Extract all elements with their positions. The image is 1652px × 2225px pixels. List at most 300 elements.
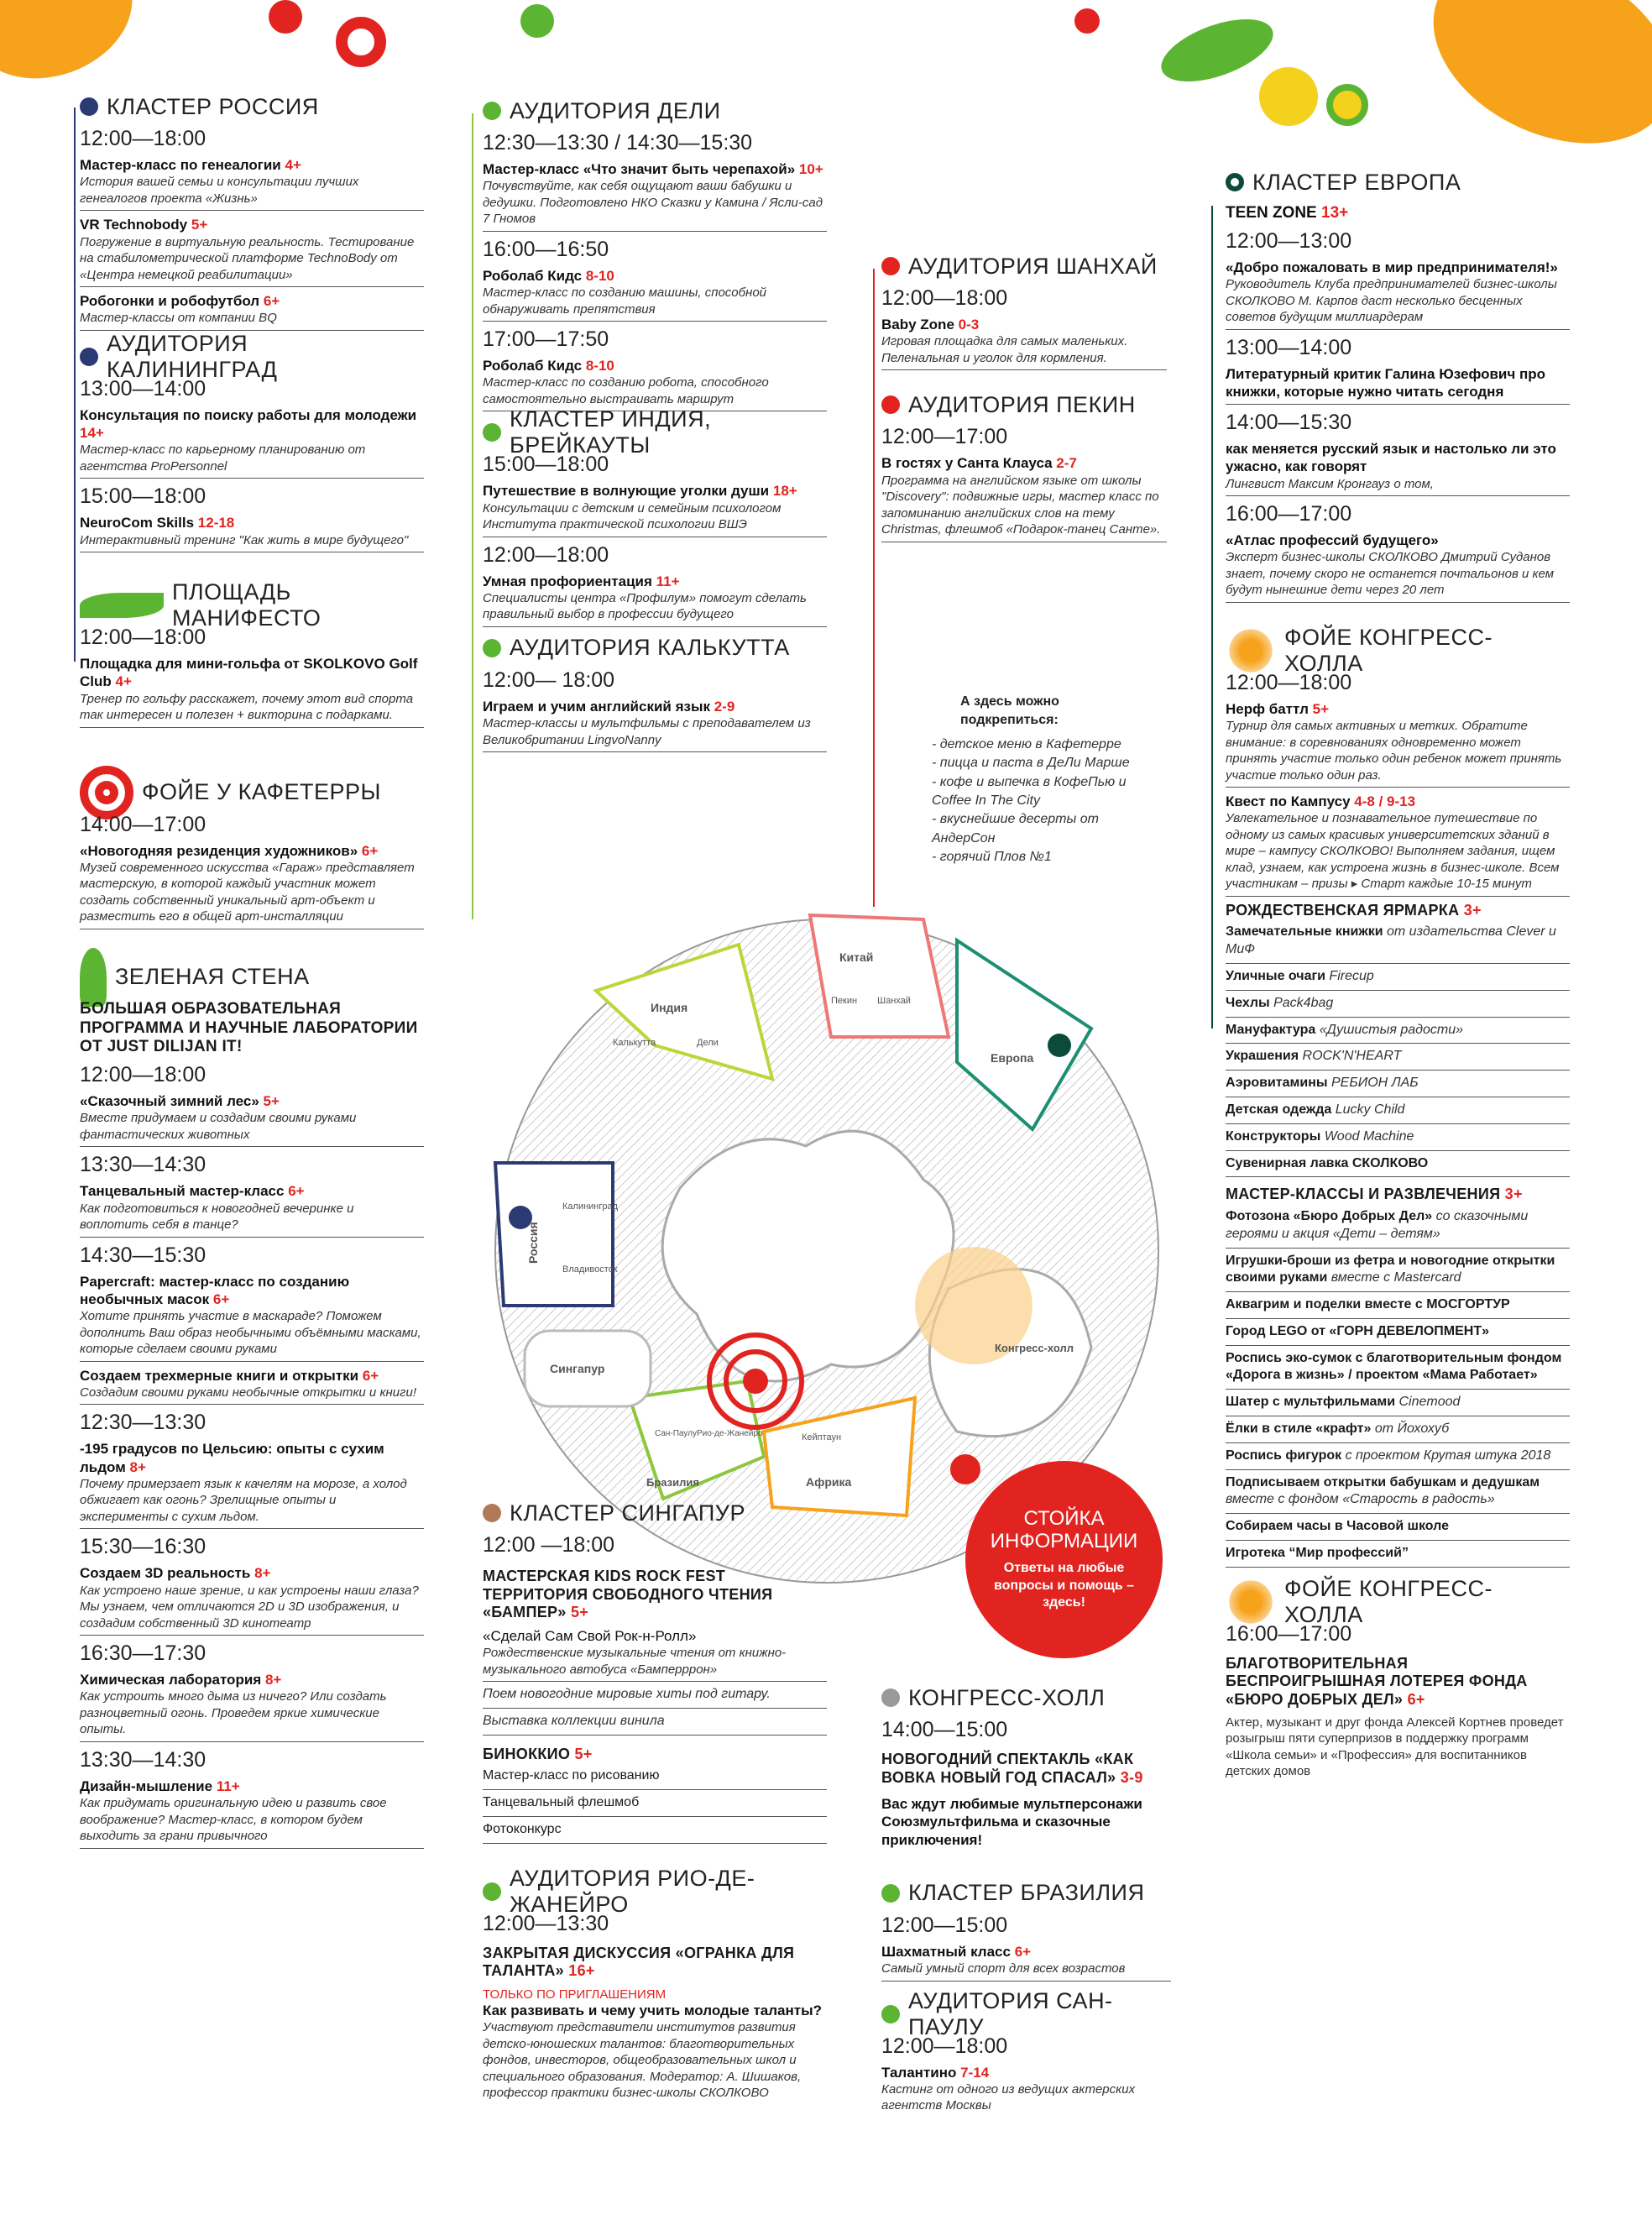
time-slot: 17:00—17:50 [483, 327, 609, 351]
section-title: ПЛОЩАДЬ МАНИФЕСТО [172, 579, 322, 631]
event-title: БЛАГОТВОРИТЕЛЬНАЯ БЕСПРОИГРЫШНАЯ ЛОТЕРЕЯ ФОНДА «БЮРО ДОБРЫХ ДЕЛ» [1226, 1654, 1528, 1709]
section-title: АУДИТОРИЯ ШАНХАЙ [908, 253, 1158, 279]
zone-china [810, 915, 949, 1037]
map-label-russia: Россия [526, 1222, 540, 1264]
sun-icon [881, 1884, 900, 1903]
map-label-singapore: Сингапур [550, 1362, 605, 1375]
age-badge: 3+ [1504, 1186, 1523, 1203]
event-desc: Как устроить много дыма из ничего? Или создать разноцветный огонь. Проведем яркие химические опыты. [80, 1689, 387, 1737]
target-icon [80, 766, 133, 819]
list-item [1226, 1151, 1570, 1178]
leaf-icon [80, 593, 164, 618]
list-item [1226, 919, 1570, 964]
age-badge: 6+ [361, 842, 379, 859]
event-desc: История вашей семьи и консультации лучших генеалогов проекта «Жизнь» [80, 175, 359, 206]
age-badge: 3+ [1463, 901, 1482, 919]
age-badge: 6+ [212, 1290, 230, 1307]
map-label-china: Китай [839, 950, 874, 964]
brazil-section [881, 1879, 1171, 1982]
item-desc: Wood Machine [1320, 1128, 1414, 1144]
event [80, 1559, 424, 1636]
section-title: АУДИТОРИЯ ПЕКИН [908, 391, 1136, 417]
event-desc: Самый умный спорт для всех возрастов [881, 1961, 1126, 1976]
list-item [1226, 1390, 1570, 1416]
event-title: Площадка для мини-гольфа от SKOLKOVO Golf Club [80, 656, 418, 690]
event-title: ЗАКРЫТАЯ ДИСКУССИЯ «ОГРАНКА ДЛЯ ТАЛАНТА» [483, 1944, 795, 1980]
list-item [1226, 1514, 1570, 1541]
age-badge: 14+ [80, 425, 104, 441]
event-block [80, 1362, 424, 1406]
food-item: - пицца и паста в ДеЛи Марше [932, 756, 1130, 771]
age-badge: 10+ [798, 161, 823, 177]
event-note: Поем новогодние мировые хиты под гитару. [483, 1682, 827, 1709]
event-block [483, 542, 827, 627]
age-badge: 6+ [1014, 1943, 1032, 1960]
event [80, 287, 424, 331]
deli-section [483, 97, 827, 411]
section-title: КЛАСТЕР ИНДИЯ, БРЕЙКАУТЫ [510, 406, 712, 458]
list-item [1226, 1249, 1570, 1293]
item-title: Аэровитамины [1226, 1076, 1328, 1091]
event-title: Консультация по поиску работы для молодежи [80, 406, 417, 423]
age-badge: 18+ [772, 483, 797, 500]
time-slot: 14:00—17:00 [80, 812, 206, 836]
section-title: КЛАСТЕР БРАЗИЛИЯ [908, 1880, 1145, 1906]
info-title: СТОЙКА ИНФОРМАЦИИ [990, 1506, 1138, 1553]
map-label-africa: Африка [806, 1475, 852, 1489]
ornament-dot [520, 4, 554, 38]
congress-foyer2-section [1226, 1575, 1570, 1780]
column-right [1226, 168, 1570, 1780]
list-item [1226, 964, 1570, 991]
event [483, 1622, 827, 1682]
event [80, 401, 424, 479]
connector-line [873, 269, 875, 907]
event-desc: Музей современного искусства «Гараж» представляет мастерскую, в которой каждый участник может создать собственный уникальный арт-объект и разместить его в общей арт-инсталляции [80, 860, 415, 924]
event [1226, 435, 1570, 496]
time-slot: 12:00—17:00 [881, 425, 1008, 449]
age-badge: 5+ [263, 1093, 280, 1110]
kolkata-section [483, 634, 827, 752]
event-desc: Мастер-класс по карьерному планированию от агентства ProPersonnel [80, 442, 366, 474]
time-slot: 12:00—18:00 [881, 2034, 1008, 2058]
event-title: Мастер-класс по генеалогии [80, 157, 281, 173]
event-title: VR Technobody [80, 217, 188, 233]
column-bottom-center-right [881, 1683, 1171, 2118]
event-title: Талантино [881, 2064, 957, 2081]
event-desc: Лингвист Максим Кронгауз о том, [1226, 476, 1434, 491]
item-desc: от издательства Clever и МиФ [1226, 924, 1556, 957]
age-badge: 13+ [1321, 204, 1349, 222]
event-desc: Вас ждут любимые мультперсонажи Союзмультфильма и сказочные приключения! [881, 1796, 1142, 1848]
age-badge: 6+ [263, 293, 280, 309]
ornament-leaf [0, 0, 151, 101]
event-title: Квест по Кампусу [1226, 793, 1351, 809]
age-badge: 12-18 [197, 515, 235, 531]
age-badge: 2-7 [1056, 455, 1077, 472]
event-desc: Участвуют представители институтов развития детско-юношеских талантов: благотворительных фондов, инвесторов, общеобразовательных школ и специального образования. Модератор: А. Шишаков, профессор практики бизнес-школы СКОЛКОВО [483, 2020, 802, 2101]
event-title: Создаем 3D реальность [80, 1565, 251, 1582]
event [881, 2059, 1171, 2118]
event [80, 151, 424, 211]
manifesto-section [80, 579, 424, 728]
hall-icon [881, 1688, 900, 1707]
event-desc: Мастер-классы и мультфильмы с преподавателем из Великобритании LingvoNanny [483, 716, 811, 747]
event-block [80, 1243, 424, 1362]
event-block [80, 287, 424, 331]
gear-icon [483, 102, 501, 120]
event-title: Papercraft: мастер-класс по созданию необычных масок [80, 1273, 350, 1307]
event-title: Мастер-класс «Что значит быть черепахой» [483, 161, 796, 177]
event [80, 837, 424, 929]
event-block [1226, 788, 1570, 897]
age-badge: 0-3 [958, 317, 980, 332]
list-item: Фотоконкурс [483, 1817, 827, 1844]
ornament-circle [1326, 84, 1368, 126]
event-title: Путешествие в волнующие уголки души [483, 483, 770, 500]
event-block [80, 211, 424, 287]
event-title: как меняется русский язык и настолько ли это ужасно, как говорят [1226, 441, 1556, 475]
time-slot: 13:30—14:30 [80, 1747, 206, 1772]
event [881, 1938, 1171, 1982]
time-slot: 12:30—13:30 [80, 1411, 206, 1435]
age-badge: 5+ [574, 1745, 593, 1762]
event-block [80, 1410, 424, 1529]
item-title: Город LEGO от «ГОРН ДЕВЕЛОПМЕНТ» [1226, 1323, 1489, 1338]
event-title: Танцевальный мастер-класс [80, 1183, 285, 1200]
list-item [1226, 1097, 1570, 1124]
event-title: Умная профориентация [483, 573, 652, 589]
section-title: АУДИТОРИЯ КАЛИНИНГРАД [107, 330, 278, 382]
event-desc: Тренер по гольфу расскажет, почему этот вид спорта так интересен и полезен + викторина с подарками. [80, 691, 414, 722]
event-title: -195 градусов по Цельсию: опыты с сухим льдом [80, 1441, 384, 1475]
item-title: Детская одежда [1226, 1102, 1332, 1117]
event [483, 155, 827, 232]
event-desc: Вместе придумаем и создадим своими руками фантастических животных [80, 1111, 357, 1142]
fair-section [1226, 902, 1570, 1178]
time-slot: 16:30—17:30 [80, 1641, 206, 1666]
food-item: - детское меню в Кафетерре [932, 736, 1121, 751]
time-slot: 12:00—13:30 [483, 1911, 609, 1935]
gear-icon [483, 423, 501, 442]
europe-section [1226, 168, 1570, 603]
list-item: Мастер-класс по рисованию [483, 1763, 827, 1790]
event [483, 693, 827, 752]
map-label-kolkata: Калькутта [613, 1038, 656, 1048]
dots-icon [1226, 1577, 1276, 1627]
age-badge: 7-14 [960, 2064, 990, 2081]
event-desc: Программа на английском языке от школы "Discovery": подвижные игры, мастер класс по запоминанию английских слов на тему Christmas, флешмоб «Подарок-танец Санте». [881, 473, 1161, 537]
item-desc: «Душистыя радости» [1315, 1022, 1464, 1037]
gear-icon [483, 639, 501, 657]
age-badge: 8+ [264, 1672, 282, 1688]
map-label-vladivostok: Владивосток [562, 1264, 618, 1275]
time-slot: 14:30—15:30 [80, 1243, 206, 1267]
age-badge: 4+ [285, 157, 301, 173]
subsection-title: БИНОККИО [483, 1745, 571, 1762]
item-title: Игрушки-броши из фетра и новогодние открытки своими руками [1226, 1253, 1555, 1285]
food-box [932, 693, 1133, 867]
ring-icon [1226, 173, 1244, 191]
section-title: ФОЙЕ У КАФЕТЕРРЫ [142, 779, 381, 804]
event [80, 650, 424, 728]
item-title: Роспись фигурок [1226, 1448, 1342, 1463]
age-badge: 5+ [1312, 700, 1330, 717]
section-title: ФОЙЕ КОНГРЕСС-ХОЛЛА [1284, 1575, 1493, 1627]
rio-section [483, 1865, 827, 2102]
russia-section [80, 92, 424, 331]
singapore-section [483, 1499, 827, 1844]
event-desc: Рождественские музыкальные чтения от книжно-музыкального автобуса «Бамперррон» [483, 1646, 787, 1677]
event-desc: Мастер-классы от компании BQ [80, 311, 277, 326]
list-item [1226, 1204, 1570, 1249]
map-label-kaliningrad: Калининград [562, 1202, 619, 1212]
list-item [1226, 1416, 1570, 1443]
event [1226, 788, 1570, 897]
event-title: Химическая лаборатория [80, 1672, 262, 1688]
time-slot: 13:30—14:30 [80, 1153, 206, 1177]
event-title: НОВОГОДНИЙ СПЕКТАКЛЬ «КАК ВОВКА НОВЫЙ ГОД СПАСАЛ» [881, 1751, 1134, 1786]
map-label-saopaulo: Сан-Паулу [655, 1429, 697, 1438]
event-block [483, 130, 827, 232]
event-note: Выставка коллекции винила [483, 1709, 827, 1736]
list-item [1226, 1319, 1570, 1346]
time-slot: 14:00—15:00 [881, 1718, 1008, 1741]
cafe-section [80, 778, 424, 929]
section-title: РОЖДЕСТВЕНСКАЯ ЯРМАРКА [1226, 901, 1460, 919]
item-title: Сувенирная лавка СКОЛКОВО [1226, 1155, 1429, 1170]
time-slot: 12:00—18:00 [80, 127, 206, 150]
map-label-congress: Конгресс-холл [995, 1342, 1074, 1354]
event [1226, 360, 1570, 406]
item-title: Украшения [1226, 1049, 1299, 1064]
event [483, 477, 827, 537]
item-desc: Lucky Child [1331, 1102, 1405, 1117]
list-item [1226, 1124, 1570, 1151]
event-block [1226, 501, 1570, 603]
item-title: Чехлы [1226, 995, 1270, 1010]
event-desc: Консультации с детским и семейным психологом Института практической психологии ВШЭ [483, 500, 782, 531]
event [80, 1666, 424, 1742]
time-slot: 16:00—16:50 [483, 237, 609, 261]
info-desc: Ответы на любые вопросы и помощь – здесь! [994, 1560, 1134, 1610]
event-title: Шахматный класс [881, 1943, 1011, 1960]
item-title: Конструкторы [1226, 1128, 1321, 1144]
event-title: «Добро пожаловать в мир предпринимателя!» [1226, 259, 1558, 275]
time-slot: 12:00—18:00 [1226, 670, 1352, 694]
event-title: «Новогодняя резиденция художников» [80, 842, 358, 859]
section-title: ЗЕЛЕНАЯ СТЕНА [115, 964, 310, 990]
event-title: Роболаб Кидс [483, 358, 583, 374]
zone-russia [495, 1163, 613, 1306]
saopaulo-section [881, 1987, 1171, 2118]
section-title: КЛАСТЕР СИНГАПУР [510, 1500, 745, 1526]
ornament-dot [1074, 8, 1100, 34]
event-desc: Как устроено наше зрение, и как устроены наши глаза? Мы узнаем, чем отличаются 2D и 3D изображения, и создадим собственный 3D кинотеатр [80, 1583, 419, 1631]
event-title: «Сказочный зимний лес» [80, 1093, 259, 1110]
item-title: Шатер с мультфильмами [1226, 1395, 1396, 1410]
list-item [1226, 1470, 1570, 1515]
event-block [80, 1534, 424, 1636]
event-title: Робогонки и робофутбол [80, 293, 260, 309]
connector-line [1211, 206, 1213, 1029]
item-title: Мануфактура [1226, 1022, 1316, 1037]
ornament-circle [336, 17, 386, 67]
event-desc: Руководитель Клуба предпринимателей бизнес-школы СКОЛКОВО М. Карпов даст несколько бесценных советов будущим миллиардерам [1226, 277, 1557, 324]
time-slot: 14:00—15:30 [1226, 411, 1352, 434]
dots-icon [1226, 626, 1276, 676]
event-desc: Игровая площадка для самых маленьких. Пеленальная и уголок для кормления. [881, 334, 1128, 365]
time-slot: 16:00—17:00 [1226, 1621, 1352, 1646]
age-badge: 4-8 / 9-13 [1354, 793, 1416, 809]
item-title: Роспись эко-сумок с благотворительным фондом «Дорога в жизнь» / проектом «Мама Работает» [1226, 1350, 1562, 1383]
item-title: Замечательные книжки [1226, 924, 1383, 940]
ornament-leaf [1153, 7, 1281, 94]
section-subtitle: БОЛЬШАЯ ОБРАЗОВАТЕЛЬНАЯ ПРОГРАММА И НАУЧНЫЕ ЛАБОРАТОРИИ ОТ JUST DILIJAN IT! [80, 999, 418, 1056]
list-item [1226, 1018, 1570, 1044]
section-title: КЛАСТЕР ЕВРОПА [1252, 169, 1461, 195]
time-slot: 12:00 —18:00 [483, 1533, 615, 1557]
section-title: АУДИТОРИЯ САН-ПАУЛУ [908, 1987, 1113, 2039]
congress-section [881, 1683, 1171, 1849]
event-block [1226, 695, 1570, 788]
item-title: Подписываем открытки бабушкам и дедушкам [1226, 1474, 1540, 1489]
event-block [1226, 228, 1570, 330]
masters-section [1226, 1186, 1570, 1568]
event [483, 568, 827, 627]
congress-foyer-section [1226, 624, 1570, 897]
event [1226, 695, 1570, 788]
time-slot: 15:00—18:00 [80, 484, 206, 509]
event-title: «Атлас профессий будущего» [1226, 532, 1439, 548]
event-title: Роболаб Кидс [483, 267, 583, 284]
item-desc: со сказочными героями и акция «Дети – детям» [1226, 1208, 1529, 1241]
cluster-icon [80, 348, 98, 366]
green-wall-section [80, 963, 424, 1849]
pin-icon [881, 257, 900, 275]
event-desc: Интерактивный тренинг "Как жить в мире будущего" [80, 532, 409, 547]
section-title: КОНГРЕСС-ХОЛЛ [908, 1684, 1106, 1710]
event-subtitle: «Сделай Сам Свой Рок-н-Ролл» [483, 1627, 697, 1644]
item-title: Собираем часы в Часовой школе [1226, 1519, 1450, 1534]
item-desc: Firecup [1325, 968, 1374, 983]
time-slot: 15:30—16:30 [80, 1535, 206, 1559]
event-desc: Мастер-класс по созданию робота, способного самостоятельно выстраивать маршрут [483, 375, 769, 406]
age-badge: 5+ [191, 217, 208, 233]
age-badge: 4+ [115, 673, 132, 690]
time-slot: 12:00—15:00 [881, 1913, 1008, 1937]
event-desc: Мастер-класс по созданию машины, способной обнаруживать препятствия [483, 285, 767, 317]
event-block [80, 151, 424, 211]
info-desk-bubble [965, 1461, 1163, 1658]
item-title: Ёлки в стиле «крафт» [1226, 1421, 1372, 1437]
event-block [1226, 335, 1570, 406]
item-desc: вместе с фондом «Старость в радость» [1226, 1492, 1495, 1507]
event-block [80, 1062, 424, 1147]
time-slot: 12:00—18:00 [80, 1063, 206, 1087]
event [881, 311, 1167, 370]
column-center-left [483, 97, 827, 752]
map-label-beijing: Пекин [831, 996, 858, 1006]
age-badge: 5+ [570, 1604, 589, 1621]
time-slot: 13:00—14:00 [1226, 335, 1352, 359]
event-desc: Хотите принять участие в маскараде? Поможем дополнить Ваш образ необычными объёмными масками, которые сделаем своими руками [80, 1309, 421, 1357]
event-title: NeuroCom Skills [80, 515, 195, 531]
event-desc: Специалисты центра «Профилум» помогут сделать правильный выбор в профессии будущего [483, 590, 807, 622]
event [80, 1362, 424, 1406]
item-desc: ROCK'N'HEART [1299, 1049, 1402, 1064]
time-slot: 12:30—13:30 / 14:30—15:30 [483, 131, 753, 154]
event-block [483, 327, 827, 411]
event-block [80, 484, 424, 552]
section-title: АУДИТОРИЯ РИО-ДЕ-ЖАНЕЙРО [510, 1865, 755, 1917]
event-desc: Создадим своими руками необычные открытки и книги! [80, 1385, 417, 1400]
event-subtitle: Как развивать и чему учить молодые таланты? [483, 2002, 822, 2018]
event [80, 509, 424, 552]
event-block [1226, 410, 1570, 496]
age-badge: 6+ [288, 1183, 305, 1200]
item-desc: РЕБИОН ЛАБ [1327, 1076, 1419, 1091]
event-desc: Эксперт бизнес-школы СКОЛКОВО Дмитрий Суданов знает, почему скоро не останется почтальонов и кем будут нынешние дети через 20 лет [1226, 550, 1555, 598]
list-item [1226, 1044, 1570, 1071]
age-badge: 11+ [656, 573, 680, 589]
event [483, 352, 827, 411]
age-badge: 16+ [568, 1962, 595, 1980]
map-label-india: Индия [651, 1001, 688, 1014]
connector-line [74, 107, 76, 662]
age-badge: 6+ [362, 1367, 379, 1384]
food-item: - кофе и выпечка в КофеПью и Coffee In The City [932, 774, 1127, 808]
event-desc: Увлекательное и познавательное путешествие по одному из самых красивых университетских зданий в мире – кампусу СКОЛКОВО! Выполняем задания, ищем клад, узнаем, как устроена жизнь в бизнес-школе. Всем участникам – призы ▸ Старт каждые 10-15 минут [1226, 811, 1560, 892]
age-badge: 6+ [1407, 1691, 1425, 1709]
event-desc: Кастинг от одного из ведущих актерских агентств Москвы [881, 2081, 1136, 2113]
section-title: МАСТЕР-КЛАССЫ И РАЗВЛЕЧЕНИЯ [1226, 1186, 1501, 1203]
ornament-circle [1259, 67, 1318, 126]
sun-icon [881, 2005, 900, 2023]
invite-note: ТОЛЬКО ПО ПРИГЛАШЕНИЯМ [483, 1987, 667, 2002]
sprout-icon [80, 948, 107, 1007]
event-title: Нерф баттл [1226, 700, 1309, 717]
event-block [80, 1641, 424, 1742]
pin-icon [881, 395, 900, 414]
age-badge: 8-10 [585, 267, 614, 284]
ornament-leaf [1404, 0, 1652, 180]
donut-icon [483, 1504, 501, 1522]
list-item [1226, 1292, 1570, 1319]
cluster-icon [80, 97, 98, 116]
list-item [1226, 991, 1570, 1018]
section-title: АУДИТОРИЯ ДЕЛИ [510, 97, 721, 123]
kaliningrad-section [80, 330, 424, 552]
item-desc: Pack4bag [1269, 995, 1334, 1010]
item-title: Игротека “Мир профессий” [1226, 1546, 1409, 1561]
event-block [80, 1747, 424, 1849]
event [80, 1435, 424, 1529]
map-label-brazil: Бразилия [646, 1476, 699, 1489]
time-slot: 12:00—18:00 [80, 626, 206, 649]
list-item: Танцевальный флешмоб [483, 1790, 827, 1817]
section-title: АУДИТОРИЯ КАЛЬКУТТА [510, 635, 790, 661]
event-title: В гостях у Санта Клауса [881, 455, 1053, 472]
item-title: Фотозона «Бюро Добрых Дел» [1226, 1208, 1433, 1223]
section-title: ФОЙЕ КОНГРЕСС-ХОЛЛА [1284, 624, 1493, 676]
food-item: - вкуснейшие десерты от АндерСон [932, 812, 1099, 846]
teen-zone-label: TEEN ZONE [1226, 204, 1317, 222]
item-desc: Cinemood [1395, 1395, 1461, 1410]
map-label-shanghai: Шанхай [877, 996, 911, 1006]
item-desc: с проектом Крутая штука 2018 [1341, 1448, 1551, 1463]
list-item [1226, 1541, 1570, 1568]
